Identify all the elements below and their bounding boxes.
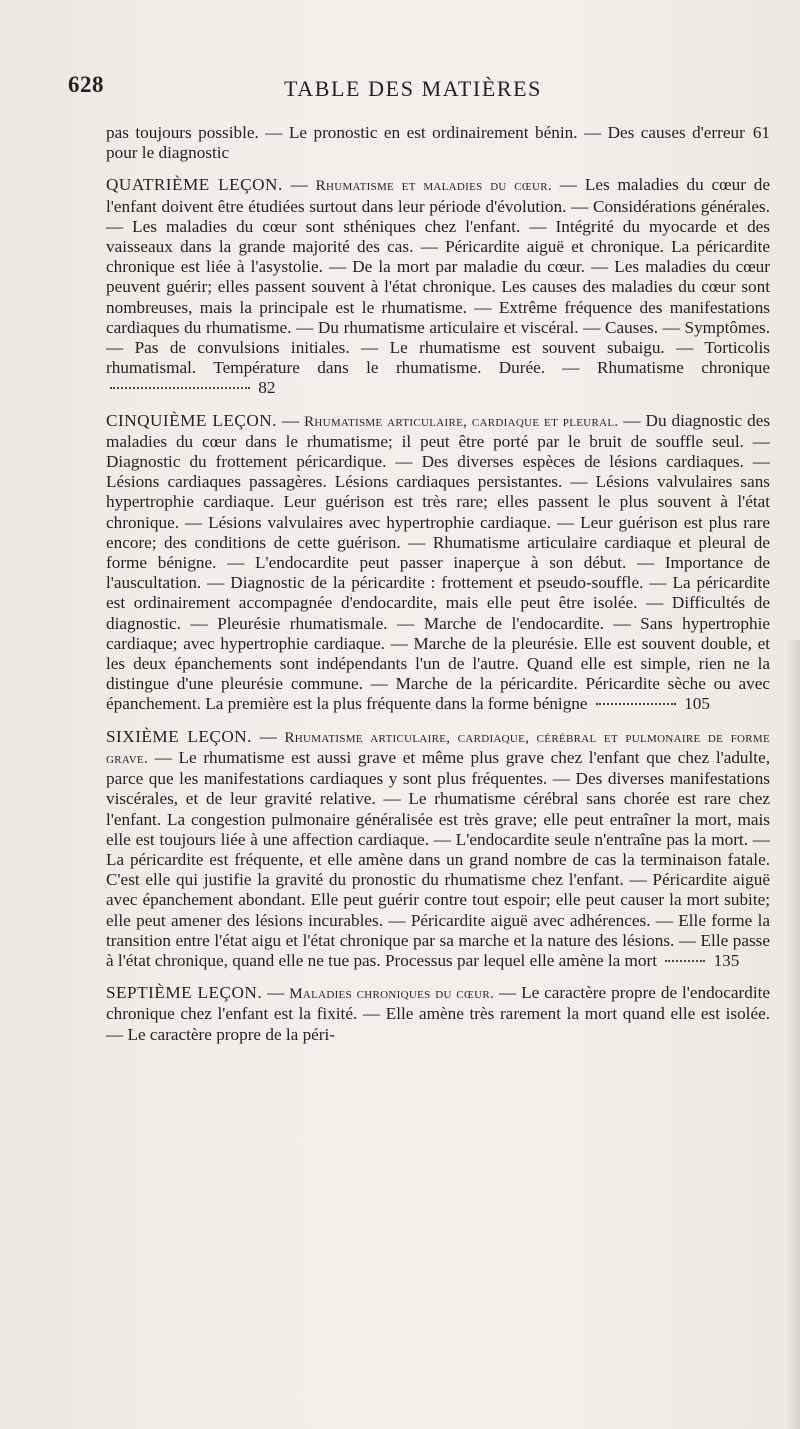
page-edge-shadow xyxy=(786,640,800,1429)
lecon-subtitle: Maladies chroniques du cœur. xyxy=(289,986,495,1003)
entry-page: 105 xyxy=(684,694,710,714)
entry-page: 82 xyxy=(258,378,276,398)
lecon-body: Les maladies du cœur de l'enfant doivent être étudiées surtout dans leur période d'évolution. — Considérations générales. — Les maladies du cœur sont sthéniques chez l'enfant. — Intégrité du myocarde et des vaisseaux dans la grande majorité des cas. — Péricardite aiguë et chronique. La péricardite chronique est liée à l'asystolie. — De la mort par maladie du cœur. — Les maladies du cœur peuvent guérir; elles passent souvent à l'état chronique. Les causes des maladies du cœur sont nombreuses, mais la principale est le rhumatisme. — Extrême fréquence des manifestations cardiaques du rhumatisme. — Du rhumatisme articulaire et viscéral. — Causes. — Symptômes. — Pas de convulsions initiales. — Le rhumatisme est souvent subaigu. — Torticolis rhumatismal. Température dans le rhumatisme. Durée. — Rhumatisme chronique xyxy=(106,175,770,378)
lecon-title: QUATRIÈME LEÇON. xyxy=(106,175,283,195)
lecon-title: SEPTIÈME LEÇON. xyxy=(106,983,263,1003)
lecon-body: Le rhumatisme est aussi grave et même plus grave chez l'enfant que chez l'adulte, parce que les manifestations cardiaques y sont plus fréquentes. — Des diverses manifestations viscérales, et de leur gravité relative. — Le rhumatisme cérébral sans chorée est rare chez l'enfant. La congestion pulmonaire généralisée est très grave; elle peut entraîner la mort, mais elle est toujours liée à une affection cardiaque. — L'endocardite seule n'entraîne pas la mort. — La péricardite est fréquente, et elle amène dans un grand nombre de cas la terminaison fatale. C'est elle qui justifie la gravité du pronostic du rhumatisme chez l'enfant. — Péricardite aiguë avec épanchement abondant. Elle peut guérir contre tout espoir; elle peut causer la mort subite; elle peut amener des lésions incurables. — Péricardite aiguë avec adhérences. — Elle forme la transition entre l'état aigu et l'état chronique par sa marche et la nature des lésions. — Elle passe à l'état chronique, quand elle ne tue pas. Processus par lequel elle amène la mort xyxy=(106,747,771,970)
lecon-title: SIXIÈME LEÇON. xyxy=(106,726,252,746)
page-number: 628 xyxy=(68,72,104,97)
toc-entry-lecon-7: SEPTIÈME LEÇON. — Maladies chroniques du cœur. — Le caractère propre de l'endocardite chronique chez l'enfant est la fixité. — Elle amène très rarement la mort quand elle est isolée. — Le caractère propre de la péri- xyxy=(106,983,771,1044)
toc-entry-lecon-5: CINQUIÈME LEÇON. — Rhumatisme articulaire, cardiaque et pleural. — Du diagnostic des maladies du cœur dans le rhumatisme; il peut être porté par le bruit de souffle seul. — Diagnostic du frottement péricardique. — Des diverses espèces de lésions cardiaques. — Lésions cardiaques passagères. Lésions cardiaques persistantes. — Lésions valvulaires sans hypertrophie cardiaque. Leur guérison est très rare; elles passent le plus souvent à l'état chronique. — Lésions valvulaires avec hypertrophie cardiaque. — Leur guérison est plus rare encore; des conditions de cette guérison. — Rhumatisme articulaire cardiaque et pleural de forme bénigne. — L'endocardite peut passer inaperçue à son début. — Importance de l'auscultation. — Diagnostic de la péricardite : frottement et pseudo-souffle. — La péricardite est ordinairement accompagnée d'endocardite, mais elle peut être isolée. — Difficultés de diagnostic. — Pleurésie rhumatismale. — Marche de l'endocardite. — Sans hypertrophie cardiaque; avec hypertrophie cardiaque. — Marche de la pleurésie. Elle est souvent double, et les deux épanchements sont indépendants l'un de l'autre. Quand elle est simple, rien ne la distingue d'une pleurésie commune. — Marche de la péricardite. Péricardite sèche ou avec épanchement. La première est la plus fréquente dans la forme bénigne 105 xyxy=(106,410,771,714)
dot-leaders xyxy=(665,960,705,962)
lecon-subtitle: Rhumatisme articulaire, cardiaque et pleural. xyxy=(304,413,619,430)
lecon-title: CINQUIÈME LEÇON. xyxy=(106,410,277,430)
lecon-subtitle: Rhumatisme articulaire, cardiaque, cérébral et pulmonaire de forme grave. xyxy=(106,729,770,767)
toc-entry-continuation xyxy=(106,123,770,163)
lecon-body: Du diagnostic des maladies du cœur dans le rhumatisme; il peut être porté par le bruit de souffle seul. — Diagnostic du frottement péricardique. — Des diverses espèces de lésions cardiaques. — Lésions cardiaques passagères. Lésions cardiaques persistantes. — Lésions valvulaires sans hypertrophie cardiaque. Leur guérison est très rare; elles passent le plus souvent à l'état chronique. — Lésions valvulaires avec hypertrophie cardiaque. — Leur guérison est plus rare encore; des conditions de cette guérison. — Rhumatisme articulaire cardiaque et pleural de forme bénigne. — L'endocardite peut passer inaperçue à son début. — Importance de l'auscultation. — Diagnostic de la péricardite : frottement et pseudo-souffle. — La péricardite est ordinairement accompagnée d'endocardite, mais elle peut être isolée. — Difficultés de diagnostic. — Pleurésie rhumatismale. — Marche de l'endocardite. — Sans hypertrophie cardiaque; avec hypertrophie cardiaque. — Marche de la pleurésie. Elle est souvent double, et les deux épanchements sont indépendants l'un de l'autre. Quand elle est simple, rien ne la distingue d'une pleurésie commune. — Marche de la péricardite. Péricardite sèche ou avec épanchement. La première est la plus fréquente dans la forme bénigne xyxy=(106,410,771,714)
page-header xyxy=(68,72,788,112)
toc-entry-lecon-4: QUATRIÈME LEÇON. — Rhumatisme et maladies du cœur. — Les maladies du cœur de l'enfant doivent être étudiées surtout dans leur période d'évolution. — Considérations générales. — Les maladies du cœur sont sthéniques chez l'enfant. — Intégrité du myocarde et des vaisseaux dans la grande majorité des cas. — Péricardite aiguë et chronique. La péricardite chronique est liée à l'asystolie. — De la mort par maladie du cœur. — Les maladies du cœur peuvent guérir; elles passent souvent à l'état chronique. Les causes des maladies du cœur sont nombreuses, mais la principale est le rhumatisme. — Extrême fréquence des manifestations cardiaques du rhumatisme. — Du rhumatisme articulaire et viscéral. — Causes. — Symptômes. — Pas de convulsions initiales. — Le rhumatisme est souvent subaigu. — Torticolis rhumatismal. Température dans le rhumatisme. Durée. — Rhumatisme chronique 82 xyxy=(106,175,770,398)
running-title: TABLE DES MATIÈRES xyxy=(283,76,543,101)
entry-body: pas toujours possible. — Le pronostic en est ordinairement bénin. — Des causes d'erreur pour le diagnostic xyxy=(106,123,745,163)
entry-page: 135 xyxy=(713,950,740,970)
lecon-subtitle: Rhumatisme et maladies du cœur. xyxy=(315,178,552,195)
dot-leaders xyxy=(596,703,676,705)
lecon-body: Le caractère propre de l'endocardite chronique chez l'enfant est la fixité. — Elle amène très rarement la mort quand elle est isolée. — Le caractère propre de la péri- xyxy=(106,983,771,1044)
toc-content xyxy=(106,123,770,1057)
entry-page: 61 xyxy=(752,123,770,142)
dot-leaders xyxy=(110,387,250,389)
toc-entry-lecon-6: SIXIÈME LEÇON. — Rhumatisme articulaire, cardiaque, cérébral et pulmonaire de forme grave. — Le rhumatisme est aussi grave et même plus grave chez l'enfant que chez l'adulte, parce que les manifestations cardiaques y sont plus fréquentes. — Des diverses manifestations viscérales, et de leur gravité relative. — Le rhumatisme cérébral sans chorée est rare chez l'enfant. La congestion pulmonaire généralisée est très grave; elle peut entraîner la mort, mais elle est toujours liée à une affection cardiaque. — L'endocardite seule n'entraîne pas la mort. — La péricardite est fréquente, et elle amène dans un grand nombre de cas la terminaison fatale. C'est elle qui justifie la gravité du pronostic du rhumatisme chez l'enfant. — Péricardite aiguë avec épanchement abondant. Elle peut guérir contre tout espoir; elle peut causer la mort subite; elle peut amener des lésions incurables. — Péricardite aiguë avec adhérences. — Elle forme la transition entre l'état aigu et l'état chronique par sa marche et la nature des lésions. — Elle passe à l'état chronique, quand elle ne tue pas. Processus par lequel elle amène la mort 135 xyxy=(106,726,771,970)
